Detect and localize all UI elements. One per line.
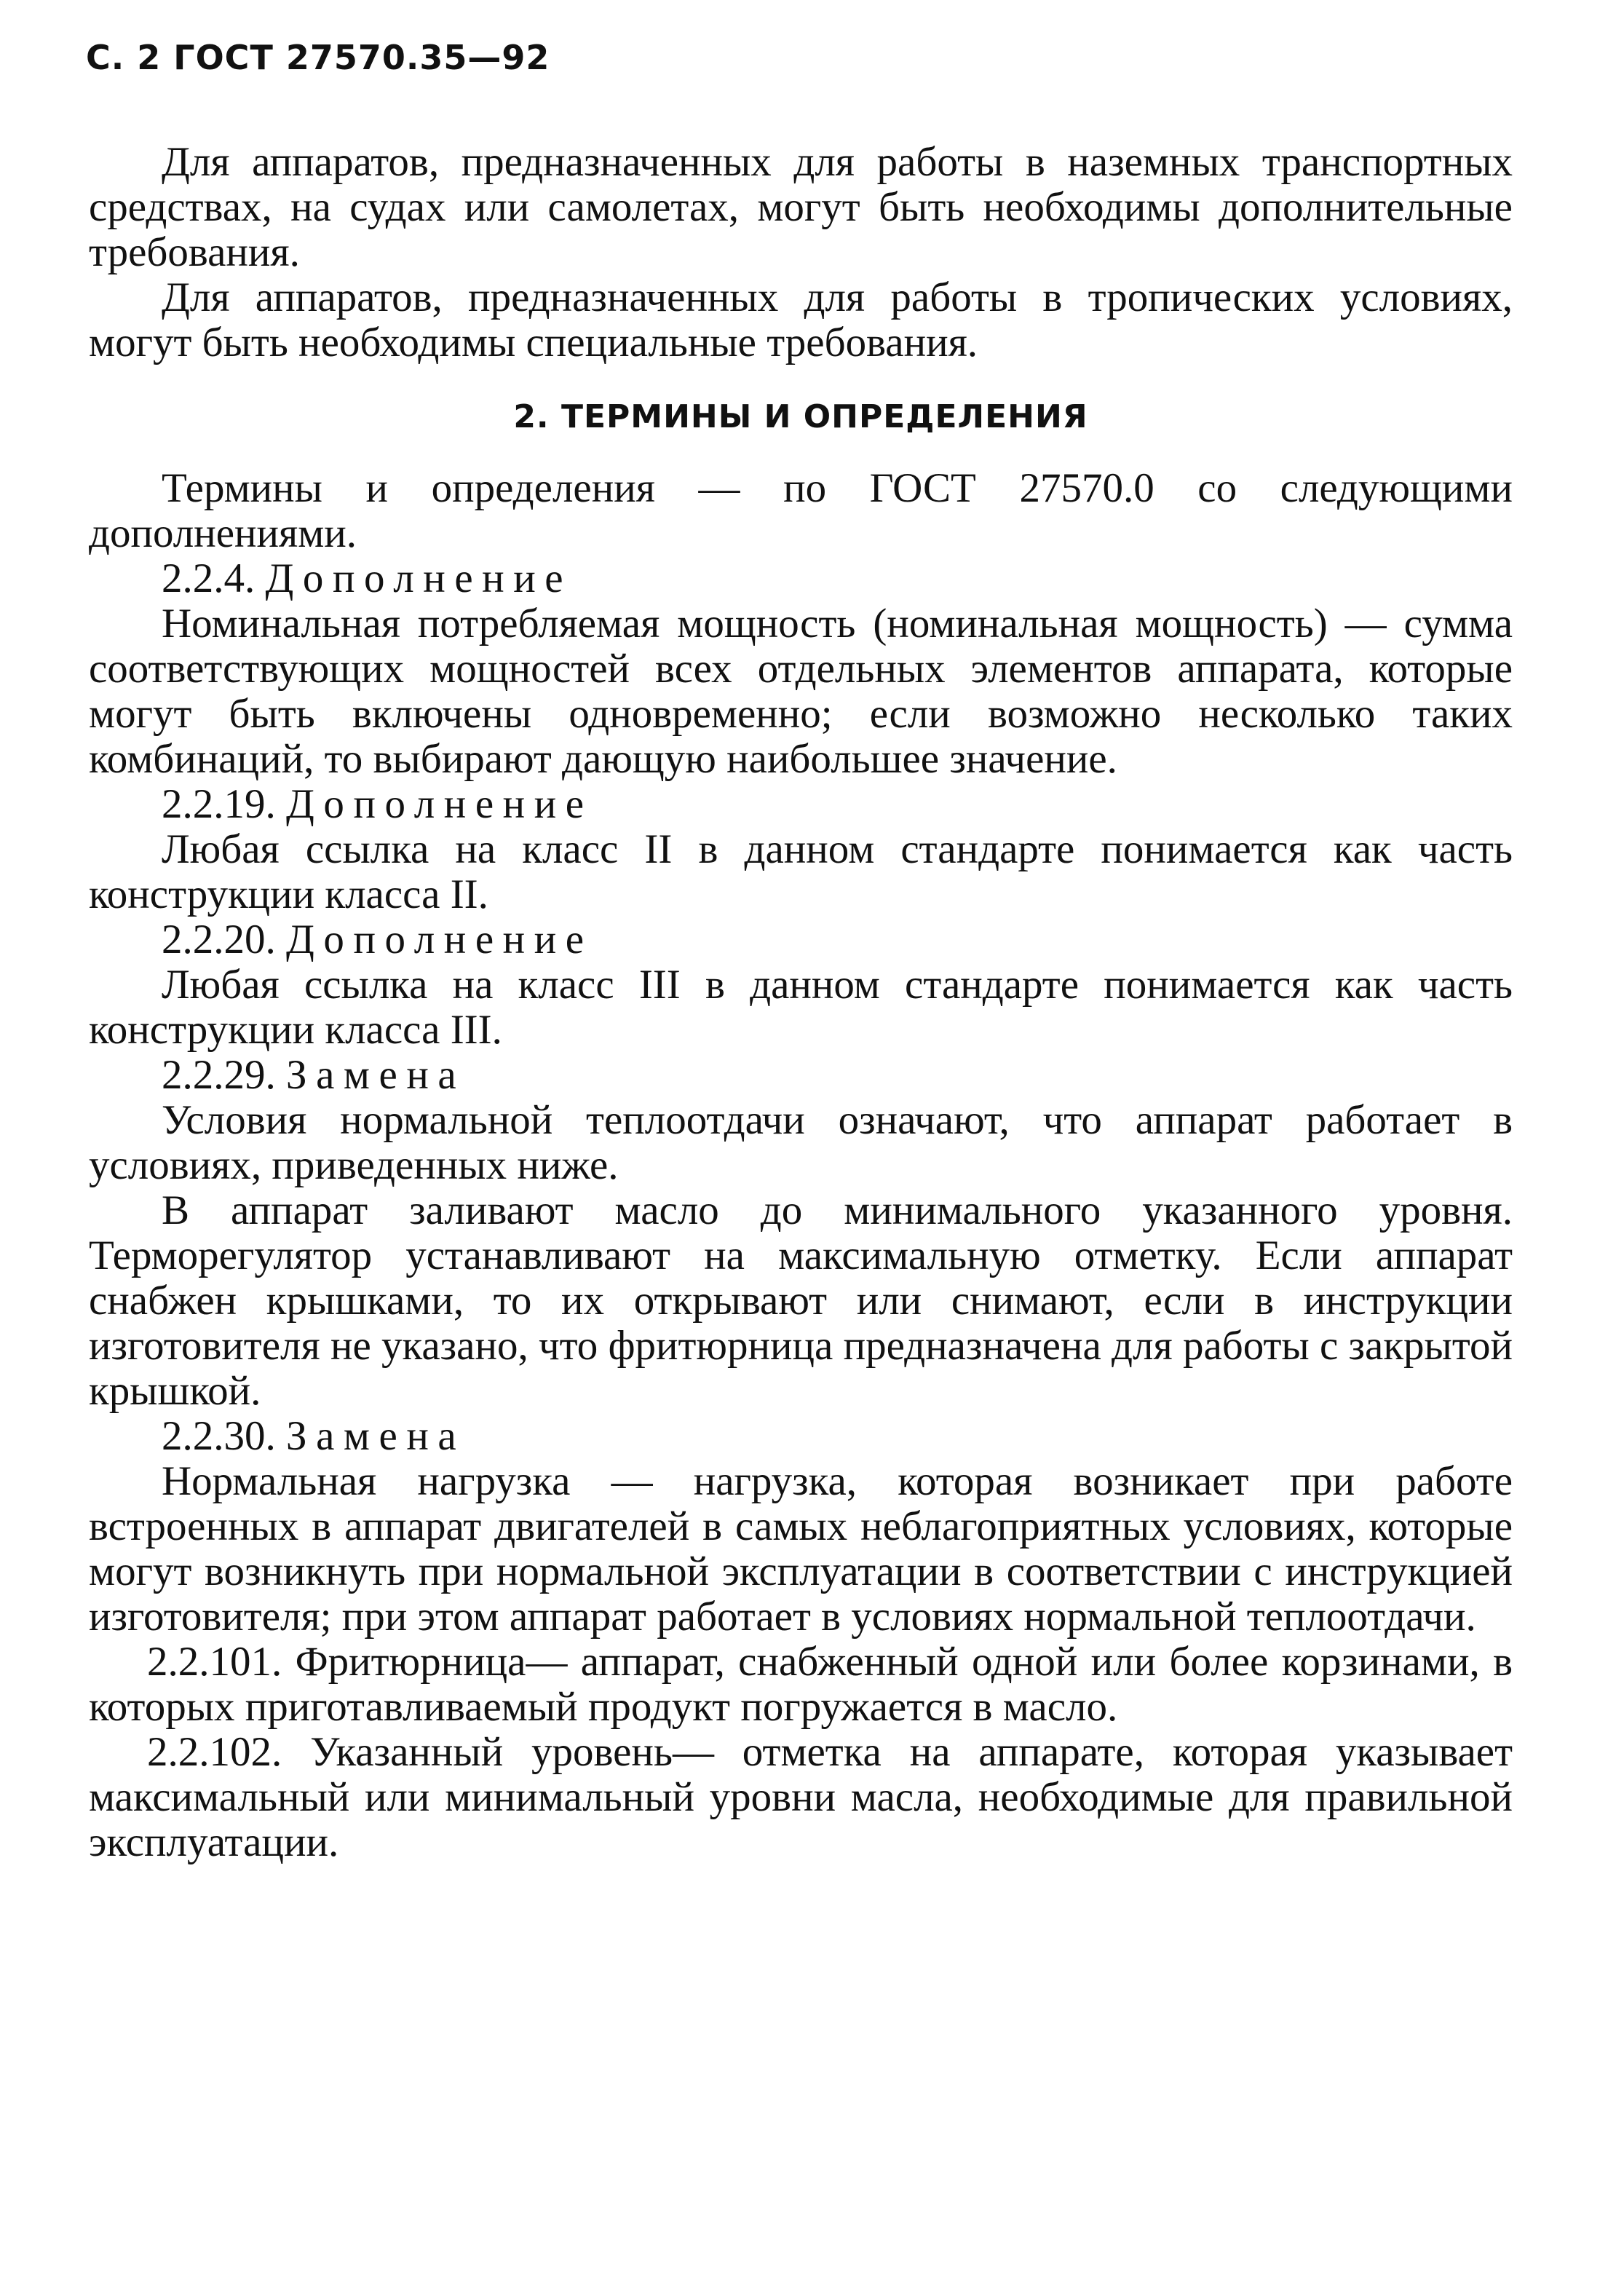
term-name: Фритюрница <box>295 1639 526 1685</box>
clause-text-2-2-30: Нормальная нагрузка — нагрузка, которая возникает при работе встроенных в аппарат двигателей в самых неблагоприятных условиях, которые могут возникнуть при нормальной эксплуатации в соответствии с инструкцией изготовителя; при этом аппарат работает в условиях нормальной теплоотдачи. <box>89 1458 1513 1640</box>
clause-text-2-2-20: Любая ссылка на класс III в данном стандарте понимается как часть конструкции класса III. <box>89 962 1513 1053</box>
clause-text-2-2-29-b: В аппарат заливают масло до минимального указанного уровня. Терморегулятор устанавливают на максимальную отметку. Если аппарат снабжен крышками, то их открывают или снимают, если в инструкции изготовителя не указано, что фритюрница предназначена для работы с закрытой крышкой. <box>89 1187 1513 1414</box>
page-content <box>89 140 1513 1865</box>
clause-text-2-2-19: Любая ссылка на класс II в данном стандарте понимается как часть конструкции класса II. <box>89 826 1513 917</box>
clause-number: 2.2.29. <box>162 1052 276 1098</box>
clause-kind: Замена <box>286 1052 466 1098</box>
clause-kind: Дополнение <box>286 917 593 962</box>
clause-number: 2.2.4. <box>162 555 256 601</box>
clause-heading-2-2-20 <box>162 917 1513 962</box>
clause-heading-2-2-30 <box>162 1414 1513 1459</box>
clause-number: 2.2.19. <box>162 781 276 827</box>
section-intro: Термины и определения — по ГОСТ 27570.0 со следующими дополнениями. <box>89 465 1513 556</box>
intro-paragraph-1: Для аппаратов, предназначенных для работы в наземных транспортных средствах, на судах или самолетах, могут быть необходимы дополнительные требования. <box>89 139 1513 275</box>
clause-2-2-102 <box>89 1730 1513 1865</box>
page-header: С. 2 ГОСТ 27570.35—92 <box>86 38 550 77</box>
clause-number: 2.2.101. <box>147 1639 282 1685</box>
section-title: 2. ТЕРМИНЫ И ОПРЕДЕЛЕНИЯ <box>513 398 1088 435</box>
clause-heading-2-2-29 <box>162 1053 1513 1098</box>
term-name: Указанный уровень <box>310 1729 673 1775</box>
intro-paragraph-2: Для аппаратов, предназначенных для работы в тропических условиях, могут быть необходимы специальные требования. <box>89 274 1513 365</box>
clause-text-2-2-4: Номинальная потребляемая мощность (номинальная мощность) — сумма соответствующих мощностей всех отдельных элементов аппарата, которые могут быть включены одновременно; если возможно несколько таких комбинаций, то выбирают дающую наибольшее значение. <box>89 601 1513 782</box>
clause-kind: Замена <box>286 1413 466 1459</box>
clause-number: 2.2.30. <box>162 1413 276 1459</box>
clause-number: 2.2.102. <box>147 1729 282 1775</box>
term-definition: — отметка на аппарате, которая указывает максимальный или минимальный уровни масла, необходимые для правильной эксплуатации. <box>89 1729 1513 1865</box>
clause-heading-2-2-19 <box>162 782 1513 827</box>
clause-kind: Дополнение <box>286 781 593 827</box>
clause-heading-2-2-4 <box>162 556 1513 601</box>
term-definition: — аппарат, снабженный одной или более корзинами, в которых приготавливаемый продукт погружается в масло. <box>89 1639 1513 1730</box>
clause-kind: Дополнение <box>265 555 573 601</box>
clause-text-2-2-29-a: Условия нормальной теплоотдачи означают, что аппарат работает в условиях, приведенных ниже. <box>89 1097 1513 1188</box>
clause-number: 2.2.20. <box>162 917 276 962</box>
clause-2-2-101 <box>89 1640 1513 1730</box>
